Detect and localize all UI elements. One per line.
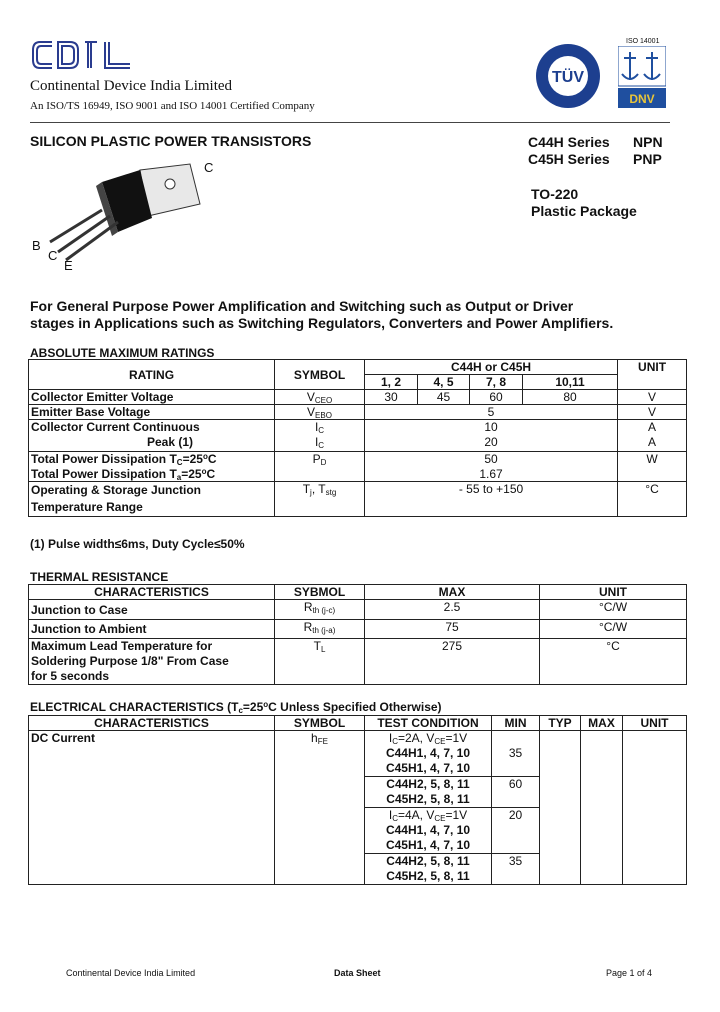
tuv-badge: [528, 40, 608, 110]
ec-char: CHARACTERISTICS: [29, 716, 275, 731]
th-char: CHARACTERISTICS: [29, 585, 275, 600]
pin-label-c: C: [48, 248, 58, 263]
pin-label-e: E: [64, 258, 73, 273]
dnv-iso-label: ISO 14001: [626, 38, 660, 45]
vebo-symbol: $V_{EBO}$: [275, 405, 365, 420]
th-symbol: SYBMOL: [275, 585, 365, 600]
tj-label: Operating & Storage Junction Temperature Range: [29, 482, 275, 517]
col-symbol: SYMBOL: [275, 360, 365, 390]
col-group: C44H or C45H: [365, 360, 618, 375]
vceo-label: Collector Emitter Voltage: [29, 390, 275, 405]
rjc-max: 2.5: [365, 600, 540, 620]
pin-label-b: B: [32, 238, 41, 253]
pd-tc-value: 50: [365, 452, 618, 467]
pd-ta-label: Total Power Dissipation $T_a=25^oC$: [29, 467, 275, 482]
electrical-title: ELECTRICAL CHARACTERISTICS ($T_c=25^oC$ Unless Specified Otherwise): [30, 700, 442, 715]
header-divider: [30, 122, 670, 123]
pd-tc-label: Total Power Dissipation $T_C=25^oC$: [29, 452, 275, 467]
ec-typ: TYP: [540, 716, 581, 731]
rja-max: 75: [365, 620, 540, 639]
subcol-1: 1, 2: [365, 375, 418, 390]
pd-symbol: $P_D$: [275, 452, 365, 467]
cond-group4: C44H2, 5, 8, 11 C45H2, 5, 8, 11: [365, 854, 492, 885]
icp-symbol: $I_C$: [275, 435, 365, 452]
tj-value: - 55 to +150: [365, 482, 618, 517]
series-c45h: C45H Series: [528, 151, 610, 167]
ec-symbol: SYMBOL: [275, 716, 365, 731]
ic-symbol: $I_C$: [275, 420, 365, 435]
tl-label: Maximum Lead Temperature for Soldering Purpose 1/8" From Case for 5 seconds: [29, 639, 275, 685]
ic-value: 10: [365, 420, 618, 435]
type-npn: NPN: [633, 134, 663, 150]
subcol-2: 4, 5: [418, 375, 470, 390]
ic-label: Collector Current Continuous: [29, 420, 275, 435]
abs-max-table: [28, 359, 687, 517]
subcol-4: 10,11: [523, 375, 618, 390]
cond-ic4a: $I_C=4A$, $V_{CE}=1V$ C44H1, 4, 7, 10 C45H1, 4, 7, 10: [365, 808, 492, 854]
rja-label: Junction to Ambient: [29, 620, 275, 639]
series-c44h: C44H Series: [528, 134, 610, 150]
vceo-symbol: $V_{CEO}$: [275, 390, 365, 405]
tl-unit: °C: [540, 639, 687, 685]
min-2: 60: [492, 777, 540, 808]
ec-max: MAX: [581, 716, 623, 731]
rjc-unit: °C/W: [540, 600, 687, 620]
rjc-label: Junction to Case: [29, 600, 275, 620]
rja-unit: °C/W: [540, 620, 687, 639]
dc-current-label: DC Current: [29, 731, 275, 885]
footer-page: Page 1 of 4: [606, 968, 653, 978]
th-max: MAX: [365, 585, 540, 600]
vebo-value: 5: [365, 405, 618, 420]
icp-unit: A: [618, 435, 687, 452]
vceo-value-3: 60: [470, 390, 523, 405]
col-rating: RATING: [29, 360, 275, 390]
to220-package-icon: [40, 160, 220, 270]
thermal-table: [28, 584, 687, 685]
ic-unit: A: [618, 420, 687, 435]
ec-min: MIN: [492, 716, 540, 731]
tl-symbol: $T_L$: [275, 639, 365, 685]
vceo-value-1: 30: [365, 390, 418, 405]
footnote-pulse: (1) Pulse width≤6ms, Duty Cycle≤50%: [30, 537, 245, 551]
certification-line: An ISO/TS 16949, ISO 9001 and ISO 14001 Certified Company: [30, 100, 315, 112]
electrical-table: [28, 715, 687, 885]
tuv-text: TÜV: [552, 69, 584, 86]
dnv-text: DNV: [629, 92, 655, 106]
ec-test: TEST CONDITION: [365, 716, 492, 731]
pin-label-c-top: C: [204, 160, 214, 175]
vceo-unit: V: [618, 390, 687, 405]
subcol-3: 7, 8: [470, 375, 523, 390]
dnv-anchor-icon: [618, 46, 666, 110]
rja-symbol: $R_{th (j-a)}$: [275, 620, 365, 639]
rjc-symbol: $R_{th (j-c)}$: [275, 600, 365, 620]
pd-ta-value: 1.67: [365, 467, 618, 482]
min-3: 20: [492, 808, 540, 854]
vebo-unit: V: [618, 405, 687, 420]
pd-unit: W: [618, 452, 687, 467]
package-desc: Plastic Package: [531, 203, 637, 219]
thermal-title: THERMAL RESISTANCE: [30, 570, 169, 584]
vceo-value-2: 45: [418, 390, 470, 405]
description-line-1: For General Purpose Power Amplification and Switching such as Output or Driver: [30, 298, 574, 314]
tj-unit: °C: [618, 482, 687, 517]
vebo-label: Emitter Base Voltage: [29, 405, 275, 420]
min-1: 35: [492, 731, 540, 777]
tl-max: 275: [365, 639, 540, 685]
logo-text: CDIL: [30, 76, 33, 77]
min-4: 35: [492, 854, 540, 885]
icp-value: 20: [365, 435, 618, 452]
description-line-2: stages in Applications such as Switching Regulators, Converters and Power Amplifiers.: [30, 315, 614, 331]
cdil-logo: [30, 38, 140, 78]
ec-unit: UNIT: [623, 716, 687, 731]
icp-label: Peak (1): [29, 435, 275, 452]
tj-symbol: $T_j$, $T_{stg}$: [275, 482, 365, 517]
package-type: TO-220: [531, 186, 579, 202]
page-title: SILICON PLASTIC POWER TRANSISTORS: [30, 133, 312, 149]
abs-max-title: ABSOLUTE MAXIMUM RATINGS: [30, 346, 215, 360]
cond-group2: C44H2, 5, 8, 11 C45H2, 5, 8, 11: [365, 777, 492, 808]
footer-company: Continental Device India Limited: [66, 968, 196, 978]
cond-ic2a: $I_C=2A$, $V_{CE}=1V$ C44H1, 4, 7, 10 C45H1, 4, 7, 10: [365, 731, 492, 777]
footer-doc-type: Data Sheet: [334, 968, 381, 978]
vceo-value-4: 80: [523, 390, 618, 405]
col-unit: UNIT: [618, 360, 687, 390]
hfe-symbol: $h_{FE}$: [275, 731, 365, 885]
company-name: Continental Device India Limited: [30, 78, 233, 94]
type-pnp: PNP: [633, 151, 662, 167]
th-unit: UNIT: [540, 585, 687, 600]
